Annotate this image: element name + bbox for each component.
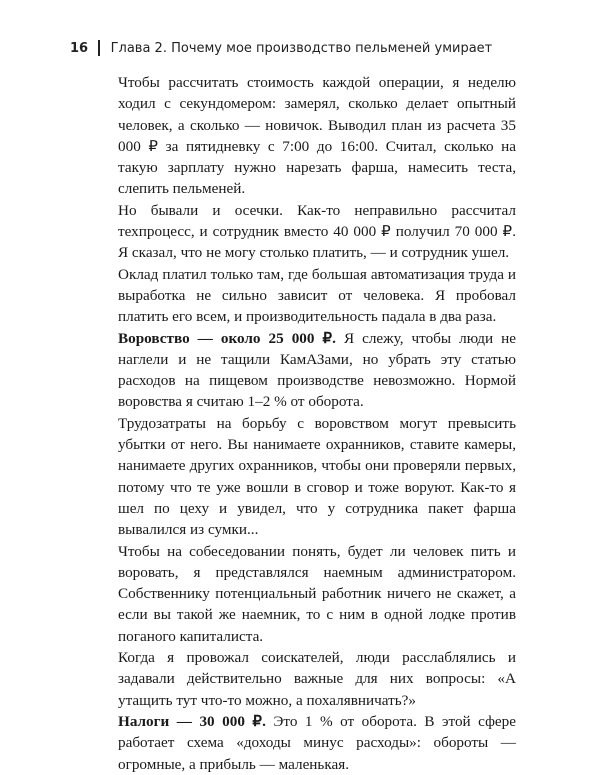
paragraph-taxes: Налоги — 30 000 ₽. Это 1 % от оборота. В этой сфере работает схема «доходы минус расходы»: обороты — огромные, а прибыль — маленькая. [118,712,517,773]
header-divider [98,40,100,56]
paragraph: Чтобы на собеседовании понять, будет ли человек пить и воровать, я представлялся наемным администратором. Собственнику потенциальный работник ничего не скажет, а если вы такой же наемник, то с ним в одной лодке против поганого капиталиста. [118,542,516,645]
running-header [70,38,492,58]
section-lead-taxes: Налоги — 30 000 ₽. [118,712,266,730]
paragraph-theft: Воровство — около 25 000 ₽. Я слежу, чтобы люди не наглели и не тащили КамАЗами, но убрать эту статью расходов на пищевом производстве невозможно. Нормой воровства я считаю 1–2 % от оборота. [118,329,516,411]
paragraph: Но бывали и осечки. Как-то неправильно рассчитал техпроцесс, и сотрудник вместо 40 000 ₽ получил 70 000 ₽. Я сказал, что не могу столько платить, — и сотрудник ушел. [118,201,516,262]
chapter-title: Глава 2. Почему мое производство пельменей умирает [110,40,493,56]
paragraph: Чтобы рассчитать стоимость каждой операции, я неделю ходил с секундомером: замерял, сколько делает опытный человек, а сколько — новичок. Выводил план из расчета 35 000 ₽ за пятидневку с 7:00 до 16:00. Считал, сколько на такую зарплату нужно нарезать фарша, намесить теста, слепить пельменей. [118,74,516,198]
paragraph: Когда я провожал соискателей, люди расслаблялись и задавали действительно важные для них вопросы: «А утащить тут что-то можно, а похалявничать?» [118,649,516,709]
page-number: 16 [70,40,89,56]
body-text [118,72,516,775]
paragraph: Трудозатраты на борьбу с воровством могут превысить убытки от него. Вы нанимаете охранников, ставите камеры, нанимаете других охранников, чтобы они проверяли первых, потому что те уже вошли в сговор и тоже воруют. Как-то я шел по цеху и увидел, что у сотрудника пакет фарша вывалился из сумки... [118,414,516,539]
section-lead-theft: Воровство — около 25 000 ₽. [118,329,336,347]
paragraph: Оклад платил только там, где большая автоматизация труда и выработка не сильно зависит от человека. Я пробовал платить его всем, и производительность падала в два раза. [118,265,516,326]
